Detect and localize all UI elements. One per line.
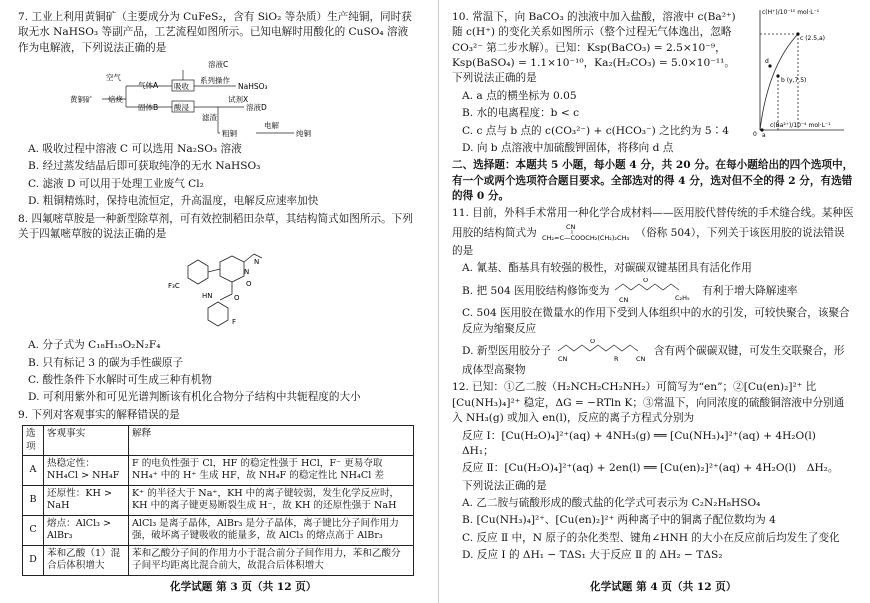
q12-option-a: A. 乙二胺与硫酸形成的酸式盐的化学式可表示为 C₂N₂H₈HSO₄ [462, 496, 761, 509]
q11-option-a: A. 氰基、酯基具有较强的极性，对碳碳双键基团具有活化作用 [462, 262, 752, 275]
svg-text:O: O [590, 339, 596, 346]
q11-option-c: C. 504 医用胶在微量水的作用下受到人体组织中的水的引发，可较快聚合，该聚合反应为缩聚反应 [462, 307, 850, 335]
q8-option-d: D. 可利用紫外和可见光谱判断该有机化合物分子结构中共轭程度的大小 [28, 391, 361, 404]
q9-row-c-explain: AlCl₃ 是离子晶体，AlBr₃ 是分子晶体，离子键比分子间作用力强，破坏离子键吸收的能量多，故 AlCl₃ 的熔点高于 AlBr₃ [129, 515, 414, 545]
q11-option-d-part2: 含有两个碳碳双键，可发生交联聚合，形成体型高聚物 [462, 345, 845, 377]
q12-eq2: 反应 Ⅱ：[Cu(H₂O)₄]²⁺(aq) + 2en(l) ══ [Cu(en)₂]²⁺(aq) + 4H₂O(l) ΔH₂。 [462, 462, 839, 475]
q7-option-c: C. 滤液 D 可以用于处理工业废气 Cl₂ [28, 177, 204, 190]
q9-row-c-fact: 熔点：AlCl₃ > AlBr₃ [44, 515, 129, 545]
q10-option-c: C. c 点与 b 点的 c(CO₃²⁻) + c(HCO₃⁻) 之比约为 5∶4 [462, 124, 729, 137]
struct-o2: O [234, 294, 240, 303]
q9-row-b-key: B [23, 485, 44, 515]
q8-stem: 8. 四氟嘧草胺是一种新型除草剂，可有效控制稻田杂草，其结构简式如图所示。下列关于四氟嘧草胺的说法正确的是 [18, 212, 413, 240]
struct-n1: N [244, 268, 250, 277]
flow-gas-a: 气体A [138, 81, 159, 91]
flow-series-op: 系列操作 [200, 76, 230, 86]
q9-row-b-explain: K⁺ 的半径大于 Na⁺，KH 中的离子键较弱，发生化学反应时，KH 中的离子键更易断裂生成 H⁻，故 KH 的还原性强于 NaH [129, 485, 414, 515]
flow-acid-leach: 酸浸 [174, 103, 189, 113]
svg-text:R: R [614, 355, 619, 364]
flow-crude-cu: 粗铜 [222, 129, 237, 139]
graph-point-c: c (2.5,a) [800, 35, 826, 42]
q9-row-a-fact: 热稳定性：NH₄Cl > NH₄F [44, 455, 129, 485]
q11-stem [452, 206, 854, 259]
q8-option-b: B. 只有标记 3 的碳为手性碳原子 [28, 356, 184, 369]
q7-option-d: D. 粗铜精炼时，保持电流恒定，升高温度，电解反应速率加快 [28, 195, 319, 208]
q9-row-d-key: D [23, 545, 44, 575]
graph-ylabel: c(H⁺)/10⁻¹⁰ mol·L⁻¹ [762, 9, 820, 16]
flow-pure-cu: 纯铜 [296, 129, 311, 139]
q12-stem: 12. 已知：①乙二胺（H₂NCH₂CH₂NH₂）可简写为“en”；②[Cu(en)₂]²⁺ 比 [Cu(NH₃)₄]²⁺ 稳定，ΔG = −RTln K；③常温下，向同浓度的硫酸铜溶液中分别通入 NH₃(g) 或加入 en(l)，反应的离子方程式分别为 [452, 381, 845, 425]
q10-option-a: A. a 点的横坐标为 0.05 [462, 89, 577, 102]
svg-text:CN: CN [618, 296, 629, 305]
flow-roast: 焙烧 [108, 95, 123, 105]
graph-origin: 0 [753, 131, 757, 138]
flow-electrolysis: 电解 [264, 121, 279, 131]
flow-air: 空气 [106, 73, 121, 83]
column-divider [438, 0, 439, 603]
q10-option-b: B. 水的电离程度：b < c [462, 107, 580, 120]
q11-option-b-part1: B. 把 504 医用胶结构修饰变为 [462, 285, 610, 298]
q7-option-a: A. 吸收过程中溶液 C 可以选用 Na₂SO₃ 溶液 [28, 143, 242, 156]
q11-modified-structure [613, 278, 699, 304]
q7-option-b: B. 经过蒸发结晶后即可获取纯净的无水 NaHSO₃ [28, 160, 261, 173]
table-row [23, 545, 414, 575]
q9-header-fact: 客观事实 [44, 426, 129, 456]
svg-text:C₂H₅: C₂H₅ [674, 294, 690, 303]
struct-o1: O [246, 280, 252, 289]
svg-text:O: O [642, 278, 648, 285]
q9-row-a-explain: F 的电负性强于 Cl，HF 的稳定性强于 HCl，F⁻ 更易夺取 NH₄⁺ 中的 H⁺ 生成 HF，故 NH₄F 的稳定性比 NH₄Cl 差 [129, 455, 414, 485]
q9-row-d-explain: 苯和乙酸分子间的作用力小于混合前分子间作用力，苯和乙酸分子间平均距离比混合前大，故混合后体积增大 [129, 545, 414, 575]
flow-solution-c: 溶液C [208, 60, 229, 70]
q8-option-c: C. 酸性条件下水解时可生成三种有机物 [28, 373, 212, 386]
table-row [23, 515, 414, 545]
q8-option-a: A. 分子式为 C₁₈H₁₅O₂N₂F₄ [28, 339, 161, 352]
q9-row-b-fact: 还原性：KH > NaH [44, 485, 129, 515]
q9-row-c-key: C [23, 515, 44, 545]
struct-f: F [232, 318, 237, 327]
q8-structure [158, 244, 278, 336]
graph-xlabel: c(Ba²⁺)/10⁻⁴ mol·L⁻¹ [770, 122, 831, 129]
svg-text:CN: CN [636, 355, 646, 364]
flow-solid-b: 固体B [138, 103, 159, 113]
q9-row-a-key: A [23, 455, 44, 485]
q11-stem-part2: （俗称 504），下列关于该医用胶的说法错误的是 [452, 226, 845, 257]
q11-stem-part1: 11. 目前，外科手术常用一种化学合成材料——医用胶代替传统的手术缝合线。某种医用胶的结构简式为 [452, 207, 854, 239]
q9-table [22, 425, 414, 576]
q12-lead: 下列说法正确的是 [462, 479, 547, 492]
q9-stem: 9. 下列对客观事实的解释错误的是 [18, 408, 180, 421]
flow-nahso3: NaHSO₃ [238, 82, 268, 92]
q11-option-d [462, 339, 854, 378]
q11-option-b [462, 278, 854, 304]
q9-row-d-fact: 苯和乙酸（1）混合后体积增大 [44, 545, 129, 575]
q9-header-explain: 解释 [129, 426, 414, 456]
svg-text:CN: CN [558, 355, 568, 364]
struct-hn: HN [202, 292, 213, 301]
footer-page-4: 化学试题 第 4 页（共 12 页） [590, 580, 737, 593]
q10-option-d: D. 向 b 点溶液中加硫酸钾固体，将移向 d 点 [462, 141, 674, 154]
flow-solution-d: 溶液D [246, 103, 267, 113]
footer-page-3: 化学试题 第 3 页（共 12 页） [170, 580, 317, 593]
q12-option-d: D. 反应 Ⅰ 的 ΔH₁ − TΔS₁ 大于反应 Ⅱ 的 ΔH₂ − TΔS₂ [462, 549, 723, 562]
q12-option-b: B. [Cu(NH₃)₄]²⁺、[Cu(en)₂]²⁺ 两种离子中的铜离子配位数均为 4 [462, 514, 776, 527]
q9-header-row [23, 426, 414, 456]
flow-reagent-x: 试剂X [228, 95, 249, 105]
graph-point-d: d [765, 58, 769, 65]
q12-eq1: 反应 Ⅰ：[Cu(H₂O)₄]²⁺(aq) + 4NH₃(g) ══ [Cu(NH₃)₄]²⁺(aq) + 4H₂O(l) ΔH₁； [462, 429, 827, 457]
q10-graph [748, 6, 848, 138]
q11-option-d-part1: D. 新型医用胶分子 [462, 345, 552, 358]
svg-text:CH₂=C—COOCH₂(CH₂)₂CH₃: CH₂=C—COOCH₂(CH₂)₂CH₃ [542, 233, 630, 242]
struct-n2: N [254, 258, 260, 267]
q9-header-option: 选项 [23, 426, 44, 456]
flow-residue: 滤渣 [202, 113, 217, 123]
q12-option-c: C. 反应 Ⅱ 中，N 原子的杂化类型、键角∠HNH 的大小在反应前后均发生了变化 [462, 531, 840, 544]
q7-flowchart [68, 58, 368, 140]
q11-new-glue-structure [554, 339, 650, 363]
q10-stem: 10. 常温下，向 BaCO₃ 的浊液中加入盐酸，溶液中 c(Ba²⁺) 随 c(H⁺) 的变化关系如图所示（整个过程无气体逸出，忽略 CO₃²⁻ 第二步水解）。已知：Ksp(BaCO₃) = 2.5×10⁻⁹，Ksp(BaSO₄) = 1.1×10⁻¹⁰，Ka₂(H₂CO₃) = 5.0×10⁻¹¹。下列说法正确的是 [452, 11, 736, 85]
section-2-heading: 二、选择题：本题共 5 小题，每小题 4 分，共 20 分。在每小题给出的四个选项中，有一个或两个选项符合题目要求。全部选对的得 4 分，选对但不全的得 2 分，有选错的得 0 分。 [452, 159, 854, 202]
svg-text:CN: CN [566, 222, 576, 231]
q11-option-b-part2: 有利于增大降解速率 [702, 285, 798, 298]
graph-point-b: b (y,7.5) [781, 77, 807, 84]
flow-chalcopyrite: 黄铜矿 [70, 95, 93, 105]
flow-absorb: 吸收 [174, 82, 189, 92]
struct-cf3: F₃C [168, 282, 180, 291]
graph-point-a: a [762, 132, 766, 138]
q7-stem: 7. 工业上利用黄铜矿（主要成分为 CuFeS₂，含有 SiO₂ 等杂质）生产纯铜，同时获取无水 NaHSO₃ 等副产品，工艺流程如图所示。已知电解时用酸化的 CuSO₄ 溶液作为电解液，下列说法正确的是 [18, 11, 412, 54]
left-column [18, 10, 418, 576]
table-row [23, 485, 414, 515]
table-row [23, 455, 414, 485]
q11-glue-structure [540, 222, 632, 244]
